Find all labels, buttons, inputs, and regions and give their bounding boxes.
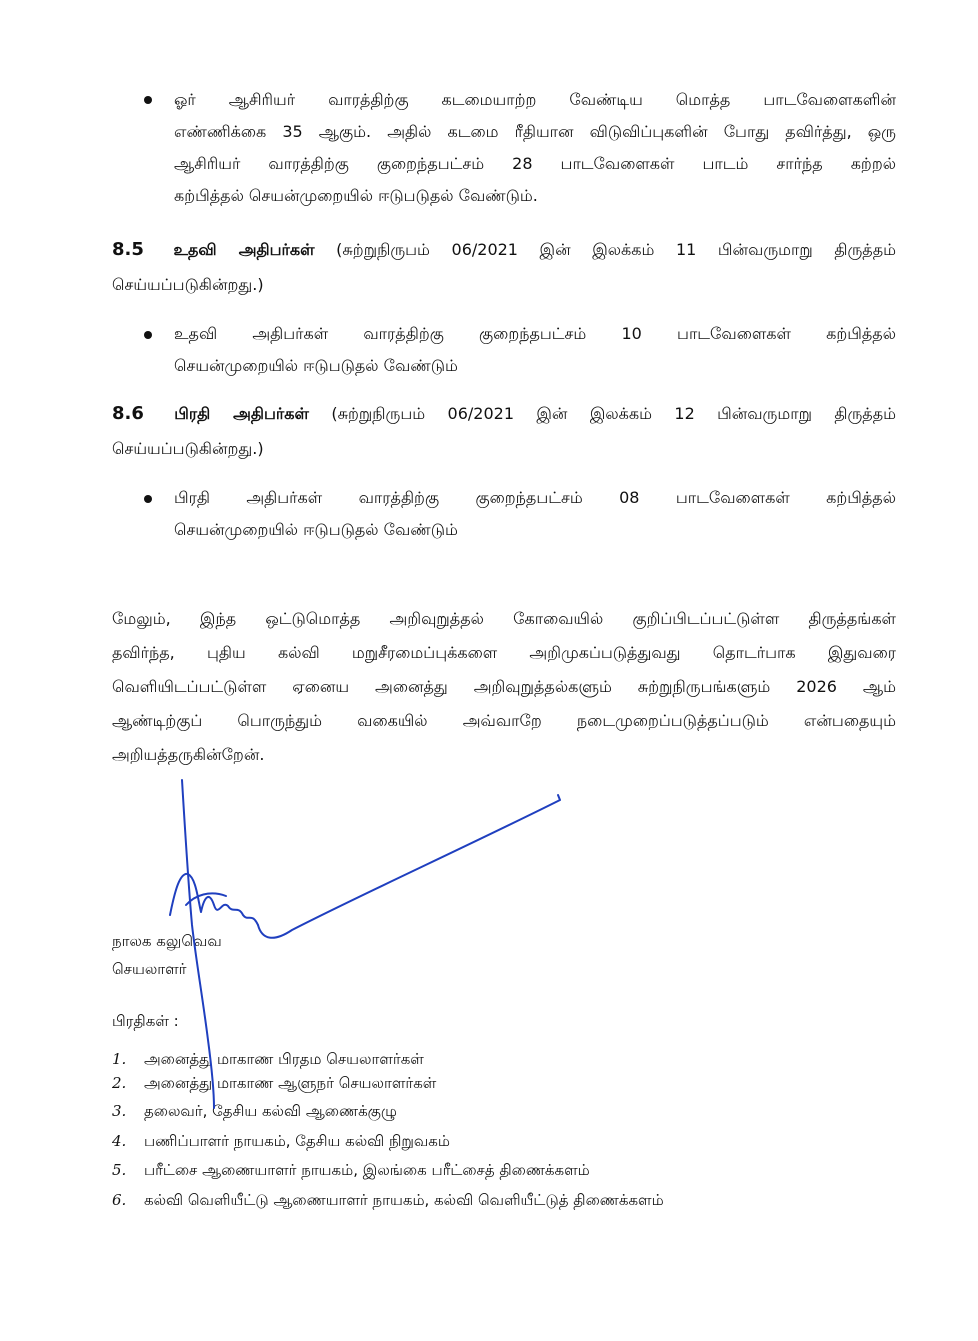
bullet-line: எண்ணிக்கை 35 ஆகும். அதில் கடமை ரீதியான விடுவிப்புகளின் போது தவிர்த்து, ஒரு [174,122,896,141]
list-number: 6. [112,1191,127,1209]
bullet-line: பிரதி அதிபர்கள் வாரத்திற்கு குறைந்தபட்சம் 08 பாடவேளைகள் கற்பித்தல் [174,488,896,507]
copies-heading: பிரதிகள் : [112,1012,179,1030]
section-heading-line [112,398,896,430]
section-heading-line2: செய்யப்படுகின்றது.) [112,439,264,458]
signature-stroke [170,874,258,925]
section-number: 8.5 [112,239,144,260]
signature-stroke [258,795,560,938]
list-number: 4. [112,1132,127,1150]
bullet-dot [144,96,152,104]
list-item [112,1130,450,1152]
bullet-line: உதவி அதிபர்கள் வாரத்திற்கு குறைந்தபட்சம் 10 பாடவேளைகள் கற்பித்தல் [174,324,896,343]
paragraph-line: தவிர்ந்த, புதிய கல்வி மறுசீரமைப்புக்களை அறிமுகப்படுத்துவது தொடர்பாக இதுவரை [112,643,896,662]
paragraph-line: ஆண்டிற்குப் பொருந்தும் வகையில் அவ்வாறே நடைமுறைப்படுத்தப்படும் என்பதையும் [112,711,896,730]
closing-paragraph [112,602,896,772]
section-heading-rest: (சுற்றுநிருபம் 06/2021 இன் இலக்கம் 12 பின்வருமாறு திருத்தம் [331,404,897,423]
section-title: உதவி அதிபர்கள் [173,240,315,259]
bullet-line: ஓர் ஆசிரியர் வாரத்திற்கு கடமையாற்ற வேண்டிய மொத்த பாடவேளைகளின் [174,90,896,109]
bullet-line: செயன்முறையில் ஈடுபடுதல் வேண்டும் [174,520,458,539]
bullet-dot [144,495,152,503]
list-text: அனைத்து மாகாண ஆளுநர் செயலாளர்கள் [144,1074,437,1092]
list-item [112,1159,590,1181]
bullet-line: கற்பித்தல் செயன்முறையில் ஈடுபடுதல் வேண்டும். [174,186,538,205]
bullet-line: செயன்முறையில் ஈடுபடுதல் வேண்டும் [174,356,458,375]
list-number: 2. [112,1074,127,1092]
section-title: பிரதி அதிபர்கள் [174,404,309,423]
list-item [112,1072,436,1094]
list-text: பரீட்சை ஆணையாளர் நாயகம், இலங்கை பரீட்சைத் திணைக்களம் [144,1161,590,1179]
paragraph-line: அறியத்தருகின்றேன். [112,745,265,764]
list-text: தலைவர், தேசிய கல்வி ஆணைக்குழு [144,1102,397,1120]
section-heading-line [112,234,896,266]
section-heading-line2: செய்யப்படுகின்றது.) [112,275,264,294]
paragraph-line: மேலும், இந்த ஒட்டுமொத்த அறிவுறுத்தல் கோவையில் குறிப்பிடப்பட்டுள்ள திருத்தங்கள் [112,609,896,628]
bullet-line: ஆசிரியர் வாரத்திற்கு குறைந்தபட்சம் 28 பாடவேளைகள் பாடம் சார்ந்த கற்றல் [174,154,896,173]
paragraph-line: வெளியிடப்பட்டுள்ள ஏனைய அனைத்து அறிவுறுத்தல்களும் சுற்றுநிருபங்களும் 2026 ஆம் [112,677,896,696]
bullet-dot [144,331,152,339]
list-text: பணிப்பாளர் நாயகம், தேசிய கல்வி நிறுவகம் [144,1132,450,1150]
list-number: 3. [112,1102,127,1120]
signatory-name: நாலக கலுவெவ [112,932,222,950]
list-text: கல்வி வெளியீட்டு ஆணையாளர் நாயகம், கல்வி வெளியீட்டுத் திணைக்களம் [144,1191,664,1209]
signatory-title: செயலாளர் [112,960,187,978]
list-item [112,1189,664,1211]
list-number: 1. [112,1050,127,1068]
list-item [112,1100,397,1122]
section-heading-rest: (சுற்றுநிருபம் 06/2021 இன் இலக்கம் 11 பின்வருமாறு திருத்தம் [336,240,897,259]
list-item [112,1048,424,1070]
list-text: அனைத்து மாகாண பிரதம செயலாளர்கள் [144,1050,424,1068]
section-number: 8.6 [112,403,144,424]
list-number: 5. [112,1161,127,1179]
signature-stroke [186,893,226,905]
